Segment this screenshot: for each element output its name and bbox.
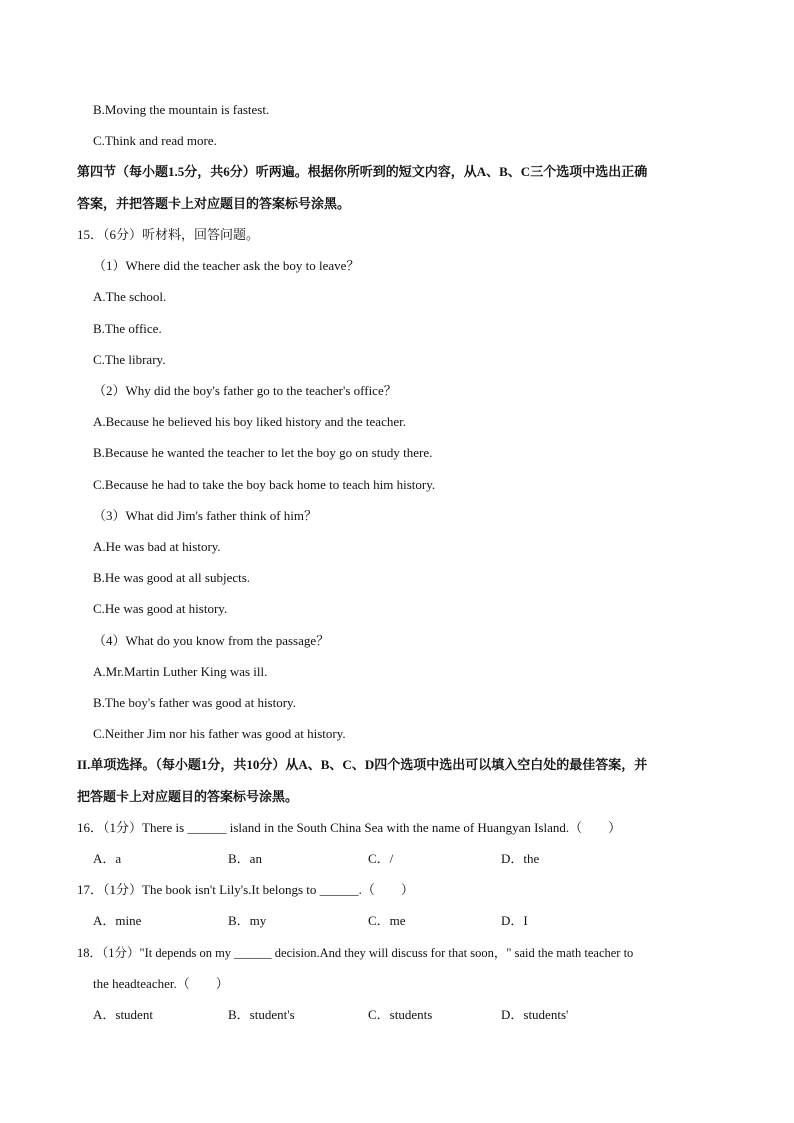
option-b-q14-4: B.Moving the mountain is fastest. [93, 102, 270, 117]
q15-sub1-option-a: A.The school. [93, 289, 167, 304]
question-18-stem: 18．（1分）"It depends on my ______ decision.And they will discuss for that soon，" said the math teacher to [77, 946, 634, 960]
option-c-q14-4: C.Think and read more. [93, 133, 217, 148]
q15-sub2-option-a: A.Because he believed his boy liked history and the teacher. [93, 414, 406, 429]
q16-option-a: A．a [93, 851, 122, 866]
q16-option-d: D．the [501, 851, 540, 866]
q17-option-b: B．my [228, 913, 267, 928]
q15-sub1-option-c: C.The library. [93, 352, 166, 367]
q17-option-a: A．mine [93, 913, 142, 928]
q15-sub1-question: （1）Where did the teacher ask the boy to leave？ [93, 258, 360, 273]
section-4-heading-cont: 答案，并把答题卡上对应题目的答案标号涂黑。 [77, 196, 351, 211]
q15-sub4-option-a: A.Mr.Martin Luther King was ill. [93, 664, 268, 679]
section-ii-heading: II.单项选择。（每小题1分，共10分）从A、B、C、D四个选项中选出可以填入空白处的最佳答案，并 [77, 757, 648, 772]
q17-option-d: D．I [501, 913, 528, 928]
q18-option-a: A．student [93, 1007, 153, 1022]
question-16-stem: 16．（1分）There is ______ island in the South China Sea with the name of Huangyan Island.（ ） [77, 820, 622, 835]
q15-sub3-option-a: A.He was bad at history. [93, 539, 221, 554]
section-ii-heading-cont: 把答题卡上对应题目的答案标号涂黑。 [77, 789, 299, 804]
q15-sub3-question: （3）What did Jim's father think of him？ [93, 508, 318, 523]
q18-option-c: C．students [368, 1007, 433, 1022]
q15-sub4-option-c: C.Neither Jim nor his father was good at history. [93, 726, 346, 741]
q15-sub1-option-b: B.The office. [93, 321, 162, 336]
question-17-stem: 17．（1分）The book isn't Lily's.It belongs to ______.（ ） [77, 882, 414, 897]
q15-sub2-option-c: C.Because he had to take the boy back home to teach him history. [93, 477, 436, 492]
q15-sub3-option-b: B.He was good at all subjects. [93, 570, 251, 585]
q15-sub2-question: （2）Why did the boy's father go to the teacher's office？ [93, 383, 397, 398]
q15-sub4-question: （4）What do you know from the passage？ [93, 633, 330, 648]
q15-sub2-option-b: B.Because he wanted the teacher to let the boy go on study there. [93, 445, 433, 460]
q17-option-c: C．me [368, 913, 406, 928]
question-18-stem-cont: the headteacher.（ ） [93, 976, 229, 991]
q16-option-b: B．an [228, 851, 262, 866]
q15-sub3-option-c: C.He was good at history. [93, 601, 228, 616]
section-4-heading: 第四节（每小题1.5分，共6分）听两遍。根据你所听到的短文内容，从A、B、C三个选项中选出正确 [77, 164, 648, 179]
question-15-stem: 15．（6分）听材料，回答问题。 [77, 227, 260, 242]
q16-option-c: C．/ [368, 851, 394, 866]
q18-option-d: D．students' [501, 1007, 569, 1022]
q18-option-b: B．student's [228, 1007, 295, 1022]
q15-sub4-option-b: B.The boy's father was good at history. [93, 695, 296, 710]
